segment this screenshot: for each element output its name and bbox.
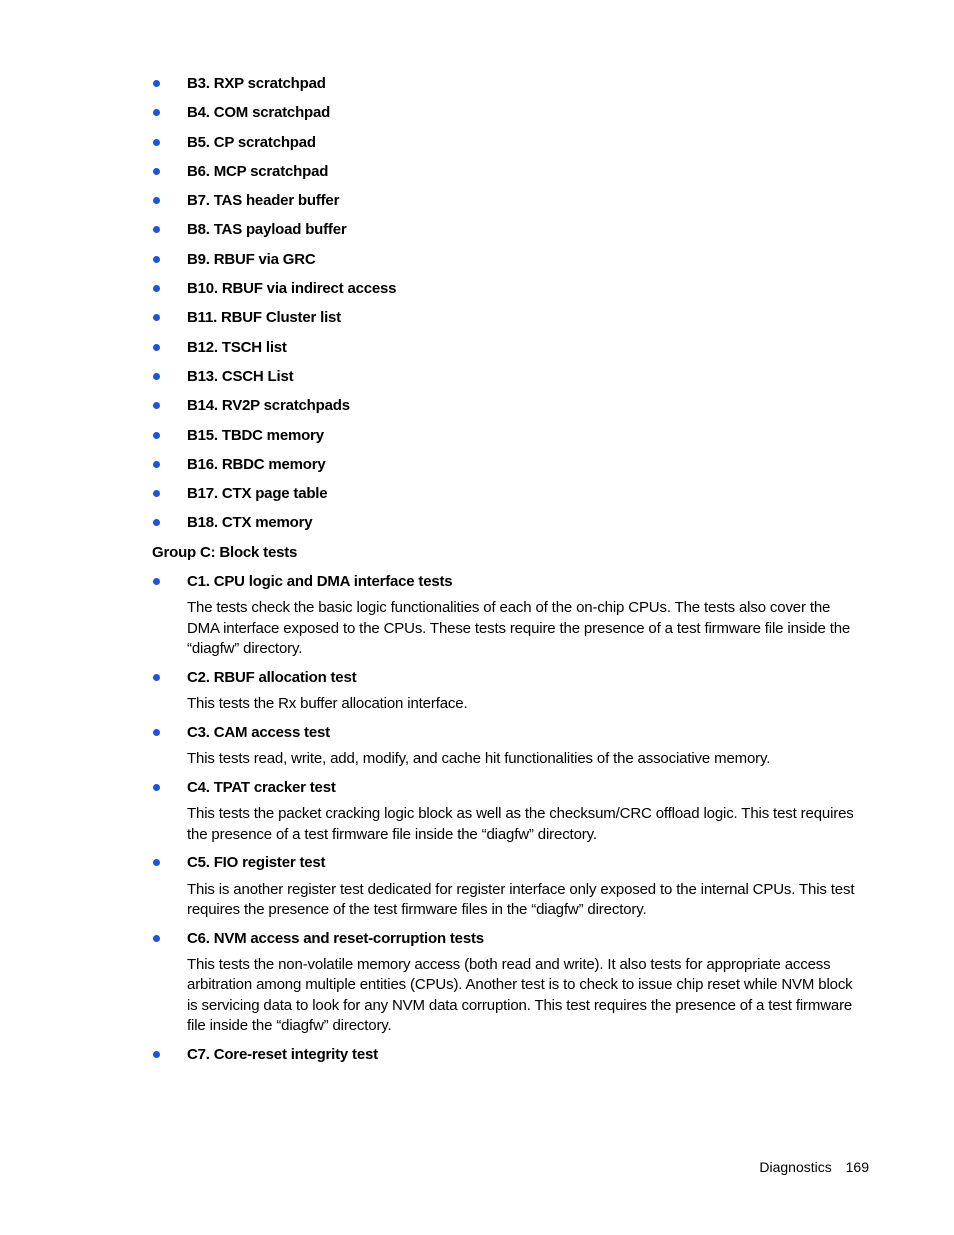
list-item <box>152 426 864 446</box>
list-item-label: B11. RBUF Cluster list <box>187 309 341 327</box>
bullet-icon <box>153 139 160 146</box>
list-item <box>152 929 864 949</box>
list-item <box>152 484 864 504</box>
bullet-icon <box>153 168 160 175</box>
list-item <box>152 279 864 299</box>
list-item-label: B16. RBDC memory <box>187 455 326 473</box>
list-item <box>152 513 864 533</box>
bullet-icon <box>153 729 160 736</box>
page-footer <box>759 1158 869 1176</box>
bullet-icon <box>153 197 160 204</box>
list-item-label: B18. CTX memory <box>187 514 313 532</box>
list-item-label: B15. TBDC memory <box>187 426 324 444</box>
item-description: This tests the Rx buffer allocation interface. <box>187 695 468 713</box>
group-c-heading: Group C: Block tests <box>152 543 298 561</box>
list-item-label: C4. TPAT cracker test <box>187 778 336 796</box>
bullet-icon <box>153 314 160 321</box>
list-item <box>152 396 864 416</box>
bullet-icon <box>153 784 160 791</box>
list-item-label: B4. COM scratchpad <box>187 104 331 122</box>
list-item <box>152 455 864 475</box>
bullet-icon <box>153 109 160 116</box>
list-item <box>152 162 864 182</box>
item-description: This tests the non-volatile memory access (both read and write). It also tests for appropriate access arbitration among multiple entities (CPUs). Another test is to check to issue chip reset while NVM block is servicing data to look for any NVM data corruption. This test requires the presence of a test firmware file inside the “diagfw” directory. <box>187 956 853 1034</box>
bullet-icon <box>153 285 160 292</box>
list-item <box>152 853 864 873</box>
list-item-label: B10. RBUF via indirect access <box>187 280 397 298</box>
list-item <box>152 133 864 153</box>
list-item-label: B6. MCP scratchpad <box>187 162 329 180</box>
footer-section-title: Diagnostics <box>759 1159 832 1175</box>
list-item <box>152 308 864 328</box>
list-item-label: C6. NVM access and reset-corruption tests <box>187 929 484 947</box>
bullet-icon <box>153 256 160 263</box>
list-item-label: C7. Core-reset integrity test <box>187 1045 378 1063</box>
bullet-icon <box>153 344 160 351</box>
bullet-icon <box>153 1051 160 1058</box>
item-description: This tests read, write, add, modify, and cache hit functionalities of the associative memory. <box>187 750 771 768</box>
list-item-label: B8. TAS payload buffer <box>187 221 347 239</box>
list-item <box>152 74 864 94</box>
item-description: The tests check the basic logic functionalities of each of the on-chip CPUs. The tests also cover the DMA interface exposed to the CPUs. These tests require the presence of a test firmware file inside the “diagfw” directory. <box>187 599 851 657</box>
list-item-label: B7. TAS header buffer <box>187 192 340 210</box>
page-content <box>152 74 864 1074</box>
bullet-icon <box>153 373 160 380</box>
bullet-icon <box>153 578 160 585</box>
list-item-label: C3. CAM access test <box>187 723 330 741</box>
list-item-label: C5. FIO register test <box>187 854 326 872</box>
bullet-icon <box>153 432 160 439</box>
list-item-label: B17. CTX page table <box>187 485 328 503</box>
bullet-icon <box>153 402 160 409</box>
list-item-label: B5. CP scratchpad <box>187 133 316 151</box>
list-item-label: B3. RXP scratchpad <box>187 75 326 92</box>
list-item <box>152 220 864 240</box>
list-item <box>152 1045 864 1065</box>
bullet-icon <box>153 490 160 497</box>
bullet-icon <box>153 461 160 468</box>
list-item-label: C2. RBUF allocation test <box>187 668 357 686</box>
list-item <box>152 572 864 592</box>
list-item <box>152 338 864 358</box>
list-item-label: B13. CSCH List <box>187 367 294 385</box>
bullet-icon <box>153 859 160 866</box>
list-item <box>152 250 864 270</box>
bullet-icon <box>153 674 160 681</box>
list-item-label: C1. CPU logic and DMA interface tests <box>187 573 453 591</box>
list-item <box>152 103 864 123</box>
list-item <box>152 778 864 798</box>
bullet-icon <box>153 519 160 526</box>
list-item-label: B12. TSCH list <box>187 338 287 356</box>
list-item <box>152 191 864 211</box>
bullet-icon <box>153 935 160 942</box>
list-item <box>152 668 864 688</box>
list-item <box>152 723 864 743</box>
list-item-label: B14. RV2P scratchpads <box>187 397 350 415</box>
item-description: This is another register test dedicated for register interface only exposed to the internal CPUs. This test requires the presence of the test firmware files in the “diagfw” directory. <box>187 880 855 918</box>
bullet-icon <box>153 80 160 87</box>
item-description: This tests the packet cracking logic block as well as the checksum/CRC offload logic. This test requires the presence of a test firmware file inside the “diagfw” directory. <box>187 805 854 843</box>
bullet-icon <box>153 226 160 233</box>
list-item <box>152 367 864 387</box>
page-number: 169 <box>845 1159 869 1175</box>
list-item-label: B9. RBUF via GRC <box>187 250 316 268</box>
